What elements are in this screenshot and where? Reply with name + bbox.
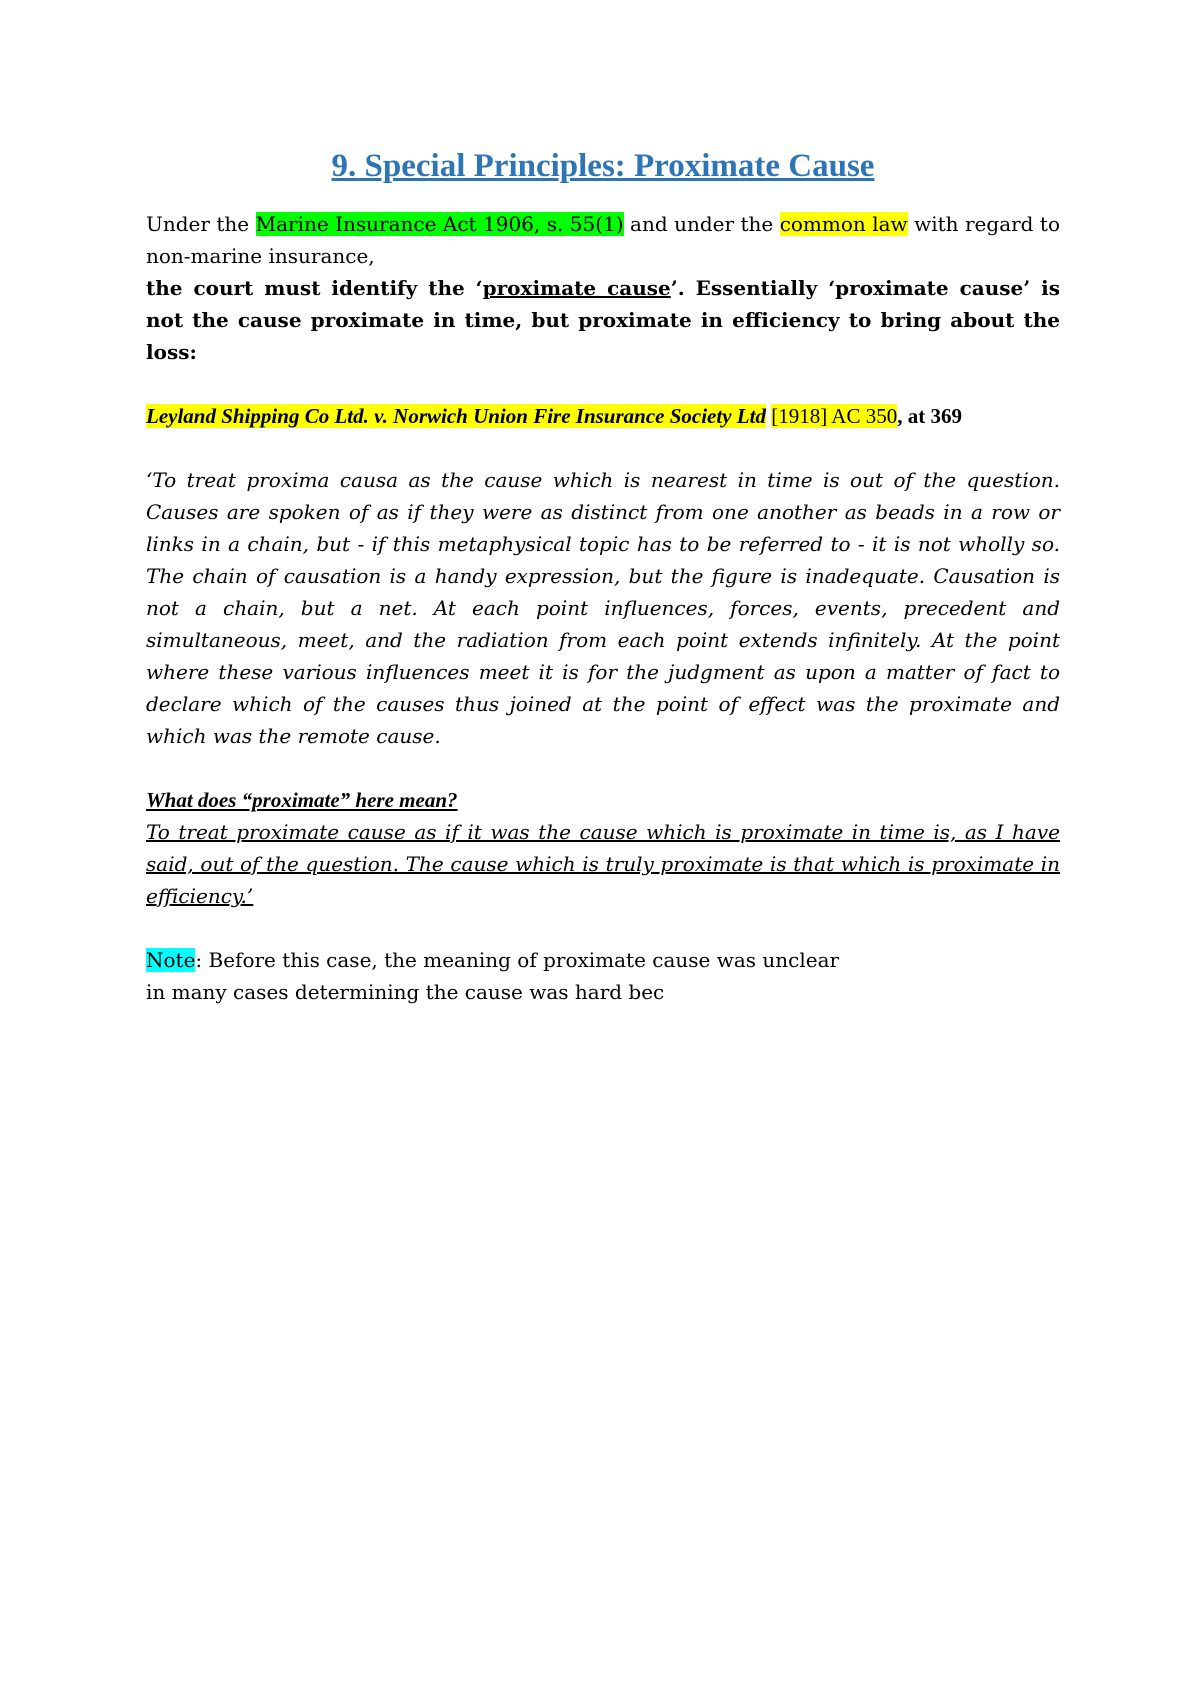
case-citation: [1918] AC 350 — [771, 404, 898, 428]
intro-text-3: with regard to non-marine insurance, — [146, 212, 1061, 268]
intro-paragraph — [146, 208, 1060, 272]
question-heading: What does “proximate” here mean? — [146, 788, 458, 812]
court-text-2: ’. Essentially ‘proximate cause’ is not the cause proximate in time, but proximate in efficiency to bring about the loss: — [146, 276, 1060, 364]
court-text-1: the court must identify the ‘ — [146, 276, 483, 300]
spacer — [146, 752, 1060, 784]
note-paragraph — [146, 944, 1060, 976]
court-rule-paragraph — [146, 272, 1060, 368]
marine-act-reference: Marine Insurance Act 1906, s. 55(1) — [255, 212, 624, 236]
spacer — [146, 432, 1060, 464]
intro-text-1: Under the — [146, 212, 256, 236]
note-text: : Before this case, the meaning of proximate cause was unclear — [195, 948, 840, 972]
intro-text-2: and under the — [623, 212, 780, 236]
spacer — [146, 368, 1060, 400]
document-body — [146, 146, 1060, 1008]
common-law-reference: common law — [779, 212, 908, 236]
case-name: Leyland Shipping Co Ltd. v. Norwich Union Fire Insurance Society Ltd — [146, 404, 766, 428]
case-pinpoint: , at 369 — [897, 404, 962, 428]
note-label: Note — [146, 948, 196, 972]
judgment-quote: ‘To treat proxima causa as the cause which is nearest in time is out of the question. Causes are spoken of as if they were as distinct from one another as beads in a row or links in a chain, but - if this metaphysical topic has to be referred to - it is not wholly so. The chain of causation is a handy expression, but the figure is inadequate. Causation is not a chain, but a net. At each point influences, forces, events, precedent and simultaneous, meet, and the radiation from each point extends infinitely. At the point where these various influences meet it is for the judgment as upon a matter of fact to declare which of the causes thus joined at the point of effect was the proximate and which was the remote cause. — [146, 468, 1060, 748]
spacer — [146, 912, 1060, 944]
page-title: 9. Special Principles: Proximate Cause — [331, 148, 875, 184]
case-reference — [146, 400, 1060, 432]
note-continuation: in many cases determining the cause was hard bec — [146, 980, 665, 1004]
answer-quote: To treat proximate cause as if it was the cause which is proximate in time is, as I have said, out of the question. The cause which is truly proximate is that which is proximate in efficiency.’ — [146, 820, 1060, 908]
proximate-cause-term: proximate cause — [482, 276, 671, 300]
